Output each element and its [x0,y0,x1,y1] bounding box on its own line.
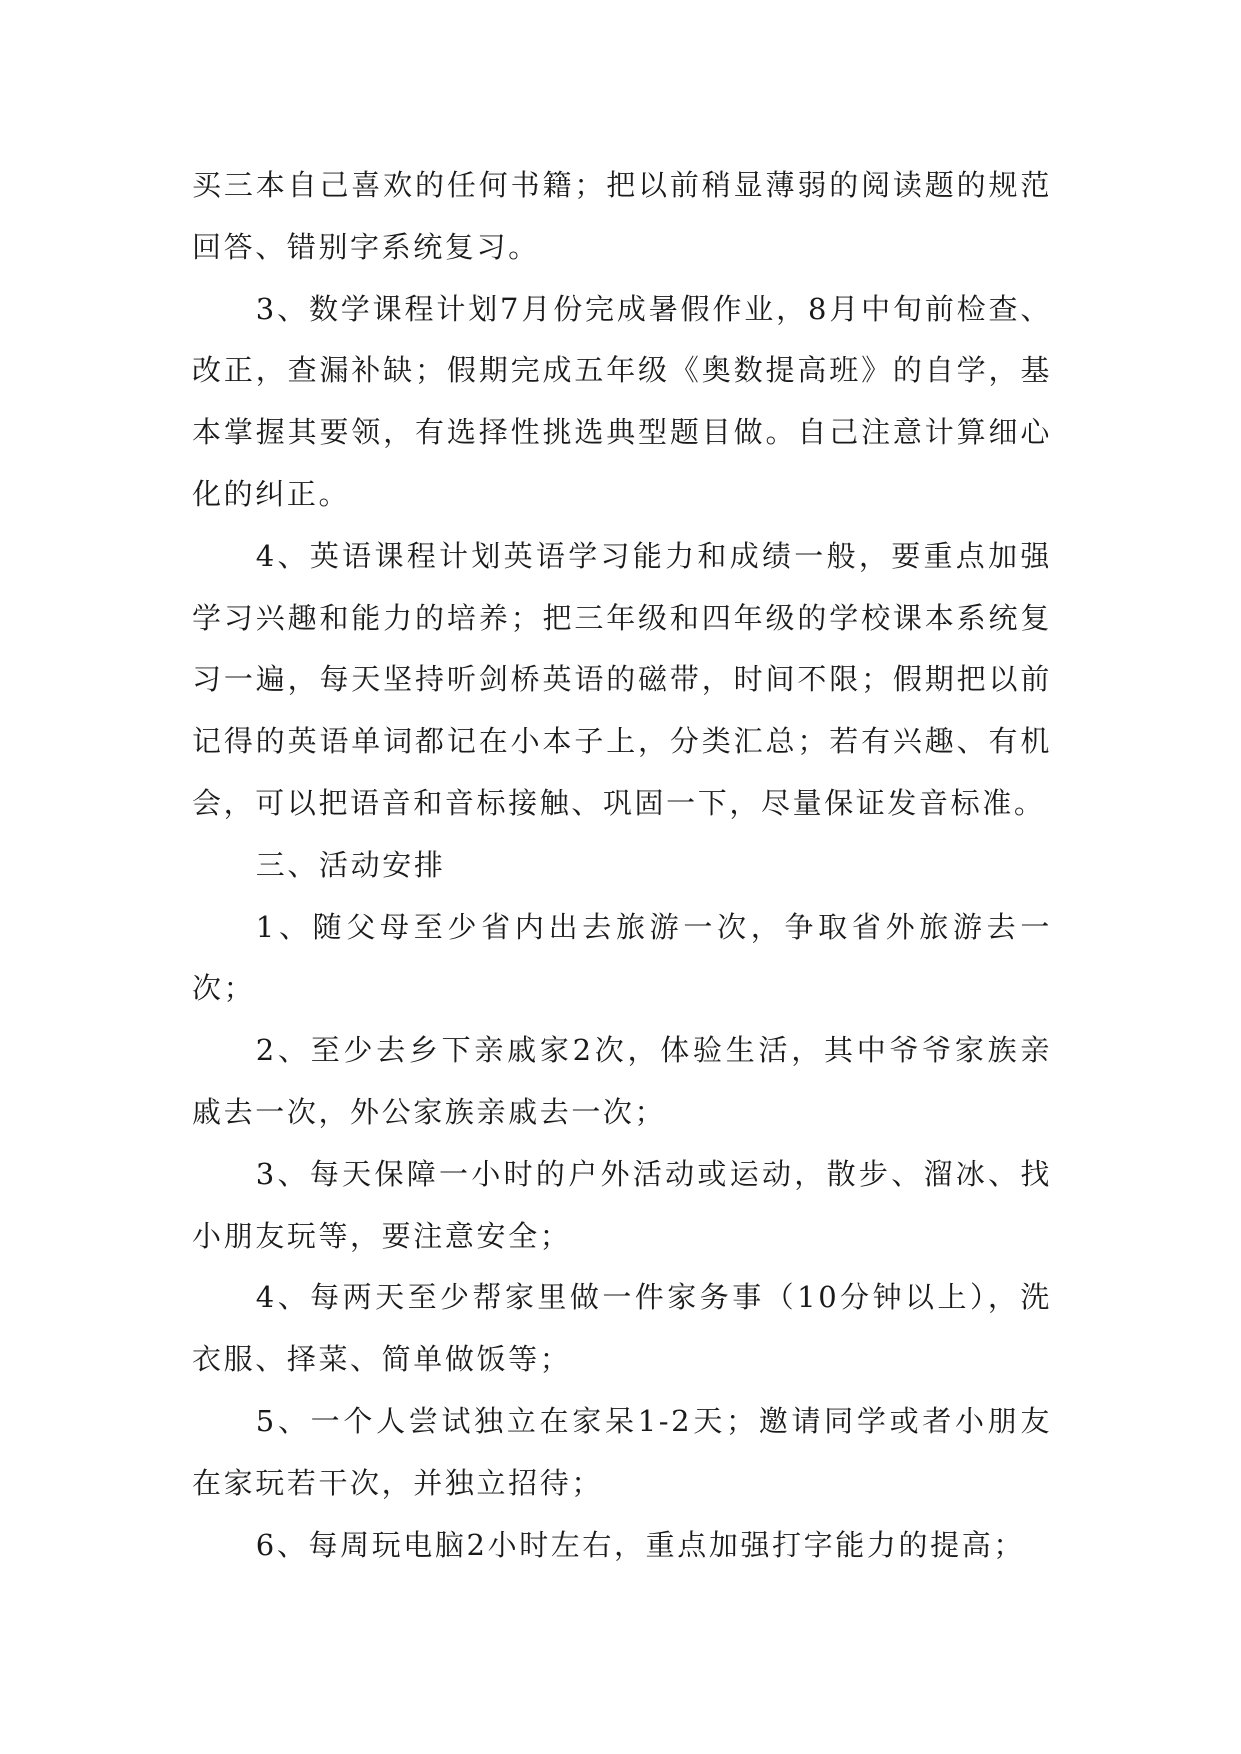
list-item-countryside-visit: 2、至少去乡下亲戚家2次，体验生活，其中爷爷家族亲戚去一次，外公家族亲戚去一次； [192,1033,1052,1129]
paragraph-english-plan: 4、英语课程计划英语学习能力和成绩一般，要重点加强学习兴趣和能力的培养；把三年级和四年级的学校课本系统复习一遍，每天坚持听剑桥英语的磁带，时间不限；假期把以前记得的英语单词都记在小本子上，分类汇总；若有兴趣、有机会，可以把语音和音标接触、巩固一下，尽量保证发音标准。 [192,538,1052,820]
paragraph-math-plan: 3、数学课程计划7月份完成暑假作业，8月中旬前检查、改正，查漏补缺；假期完成五年级《奥数提高班》的自学，基本掌握其要领，有选择性挑选典型题目做。自己注意计算细心化的纠正。 [192,291,1052,511]
list-item-stay-home-alone: 5、一个人尝试独立在家呆1-2天；邀请同学或者小朋友在家玩若干次，并独立招待； [192,1403,1052,1500]
list-item-outdoor-activity: 3、每天保障一小时的户外活动或运动，散步、溜冰、找小朋友玩等，要注意安全； [192,1156,1052,1253]
list-item-travel: 1、随父母至少省内出去旅游一次，争取省外旅游去一次； [192,909,1052,1006]
document-body [192,155,1052,1576]
section-heading-activities: 三、活动安排 [255,847,446,882]
paragraph-reading-plan-continued: 买三本自己喜欢的任何书籍；把以前稍显薄弱的阅读题的规范回答、错别字系统复习。 [192,168,1052,264]
list-item-housework: 4、每两天至少帮家里做一件家务事（10分钟以上），洗衣服、择菜、简单做饭等； [192,1280,1052,1377]
list-item-computer-typing: 6、每周玩电脑2小时左右，重点加强打字能力的提高； [255,1527,1025,1562]
